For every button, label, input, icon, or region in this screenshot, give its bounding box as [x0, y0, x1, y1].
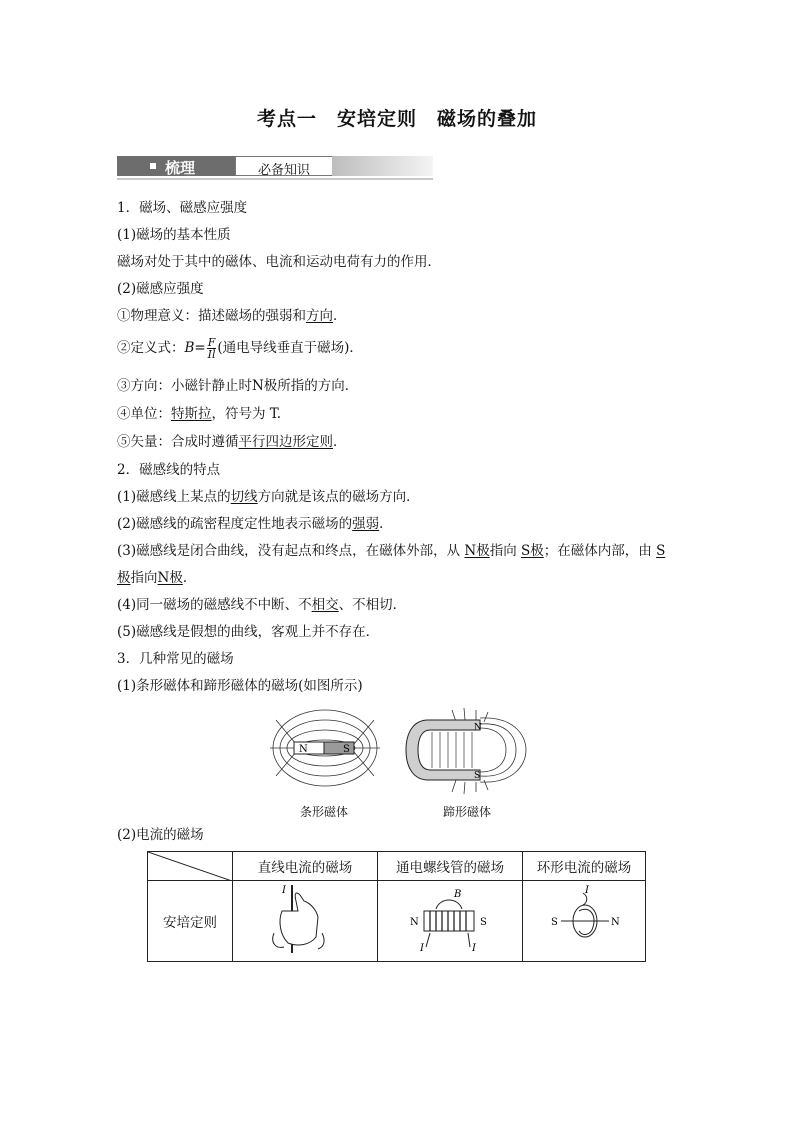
- item-definition: ②定义式：B= $\frac{F}{Il}$ (通电导线垂直于磁场)．: [117, 336, 363, 361]
- current-field-table: [147, 851, 646, 962]
- heading-2: 2．磁感线的特点: [117, 462, 221, 478]
- header-solenoid: 通电螺线管的磁场: [378, 852, 523, 881]
- item-unit: ④单位：特斯拉，符号为 T.: [117, 406, 282, 422]
- solenoid-n-label: N: [410, 917, 419, 928]
- page-title: 考点一 安培定则 磁场的叠加: [256, 108, 537, 130]
- banner-tag: 必备知识: [257, 163, 310, 178]
- loop-s-label: S: [551, 917, 558, 928]
- para-1-2: 磁场对处于其中的磁体、电流和运动电荷有力的作用．: [117, 254, 441, 270]
- loop-n-label: N: [611, 917, 620, 928]
- item-direction: ③方向：小磁针静止时N极所指的方向．: [117, 378, 359, 394]
- line-2-5: (5)磁感线是假想的曲线，客观上并不存在．: [117, 624, 380, 640]
- banner-label: 梳理: [165, 159, 196, 177]
- cell-solenoid: [378, 881, 523, 962]
- row-label: 安培定则: [148, 881, 233, 962]
- para-1-3: (2)磁感应强度: [117, 281, 204, 297]
- line-2-3: (3)磁感线是闭合曲线，没有起点和终点，在磁体外部，从 N极指向 S极；在磁体内部，由 S: [117, 543, 666, 559]
- bar-s-label: S: [343, 744, 350, 755]
- bar-n-label: N: [299, 744, 308, 755]
- solenoid-i-label-right: I: [472, 943, 476, 954]
- header-loop: 环形电流的磁场: [523, 852, 646, 881]
- heading-1: 1．磁场、磁感应强度: [117, 200, 248, 216]
- line-2-3-cont: 极指向N极．: [117, 570, 197, 586]
- bar-caption: 条形磁体: [300, 805, 349, 819]
- para-1-1: (1)磁场的基本性质: [117, 227, 231, 243]
- solenoid-s-label: S: [480, 917, 487, 928]
- bar-magnet-figure: [266, 706, 384, 800]
- right-hand-solenoid-icon: [400, 881, 500, 957]
- heading-3: 3．几种常见的磁场: [117, 651, 234, 667]
- item-meaning: ①物理意义：描述磁场的强弱和方向．: [117, 308, 347, 324]
- solenoid-i-label-left: I: [420, 943, 424, 954]
- wire-i-label: I: [282, 885, 286, 896]
- horse-caption: 蹄形磁体: [443, 805, 492, 819]
- cell-straight: [233, 881, 378, 962]
- right-hand-loop-icon: [539, 881, 629, 957]
- item-vector: ⑤矢量：合成时遵循平行四边形定则．: [117, 434, 347, 450]
- right-hand-wire-icon: [260, 881, 350, 957]
- cell-loop: [523, 881, 646, 962]
- section-banner: [117, 155, 433, 181]
- horse-n-label: N: [474, 723, 482, 733]
- para-3-1: (1)条形磁体和蹄形磁体的磁场(如图所示): [117, 678, 363, 694]
- line-2-4: (4)同一磁场的磁感线不中断、不相交、不相切．: [117, 597, 407, 613]
- para-3-2: (2)电流的磁场: [117, 827, 204, 843]
- line-2-2: (2)磁感线的疏密程度定性地表示磁场的强弱．: [117, 516, 393, 532]
- loop-i-label: I: [585, 885, 589, 896]
- square-bullet-icon: [150, 163, 156, 169]
- line-2-1: (1)磁感线上某点的切线方向就是该点的磁场方向．: [117, 489, 420, 505]
- horse-s-label: S: [474, 771, 481, 781]
- formula-fraction: $\frac{F}{Il}$: [207, 336, 216, 361]
- table-corner: [148, 852, 233, 881]
- horseshoe-magnet-figure: [402, 706, 530, 800]
- header-straight: 直线电流的磁场: [233, 852, 378, 881]
- solenoid-b-label: B: [454, 889, 462, 900]
